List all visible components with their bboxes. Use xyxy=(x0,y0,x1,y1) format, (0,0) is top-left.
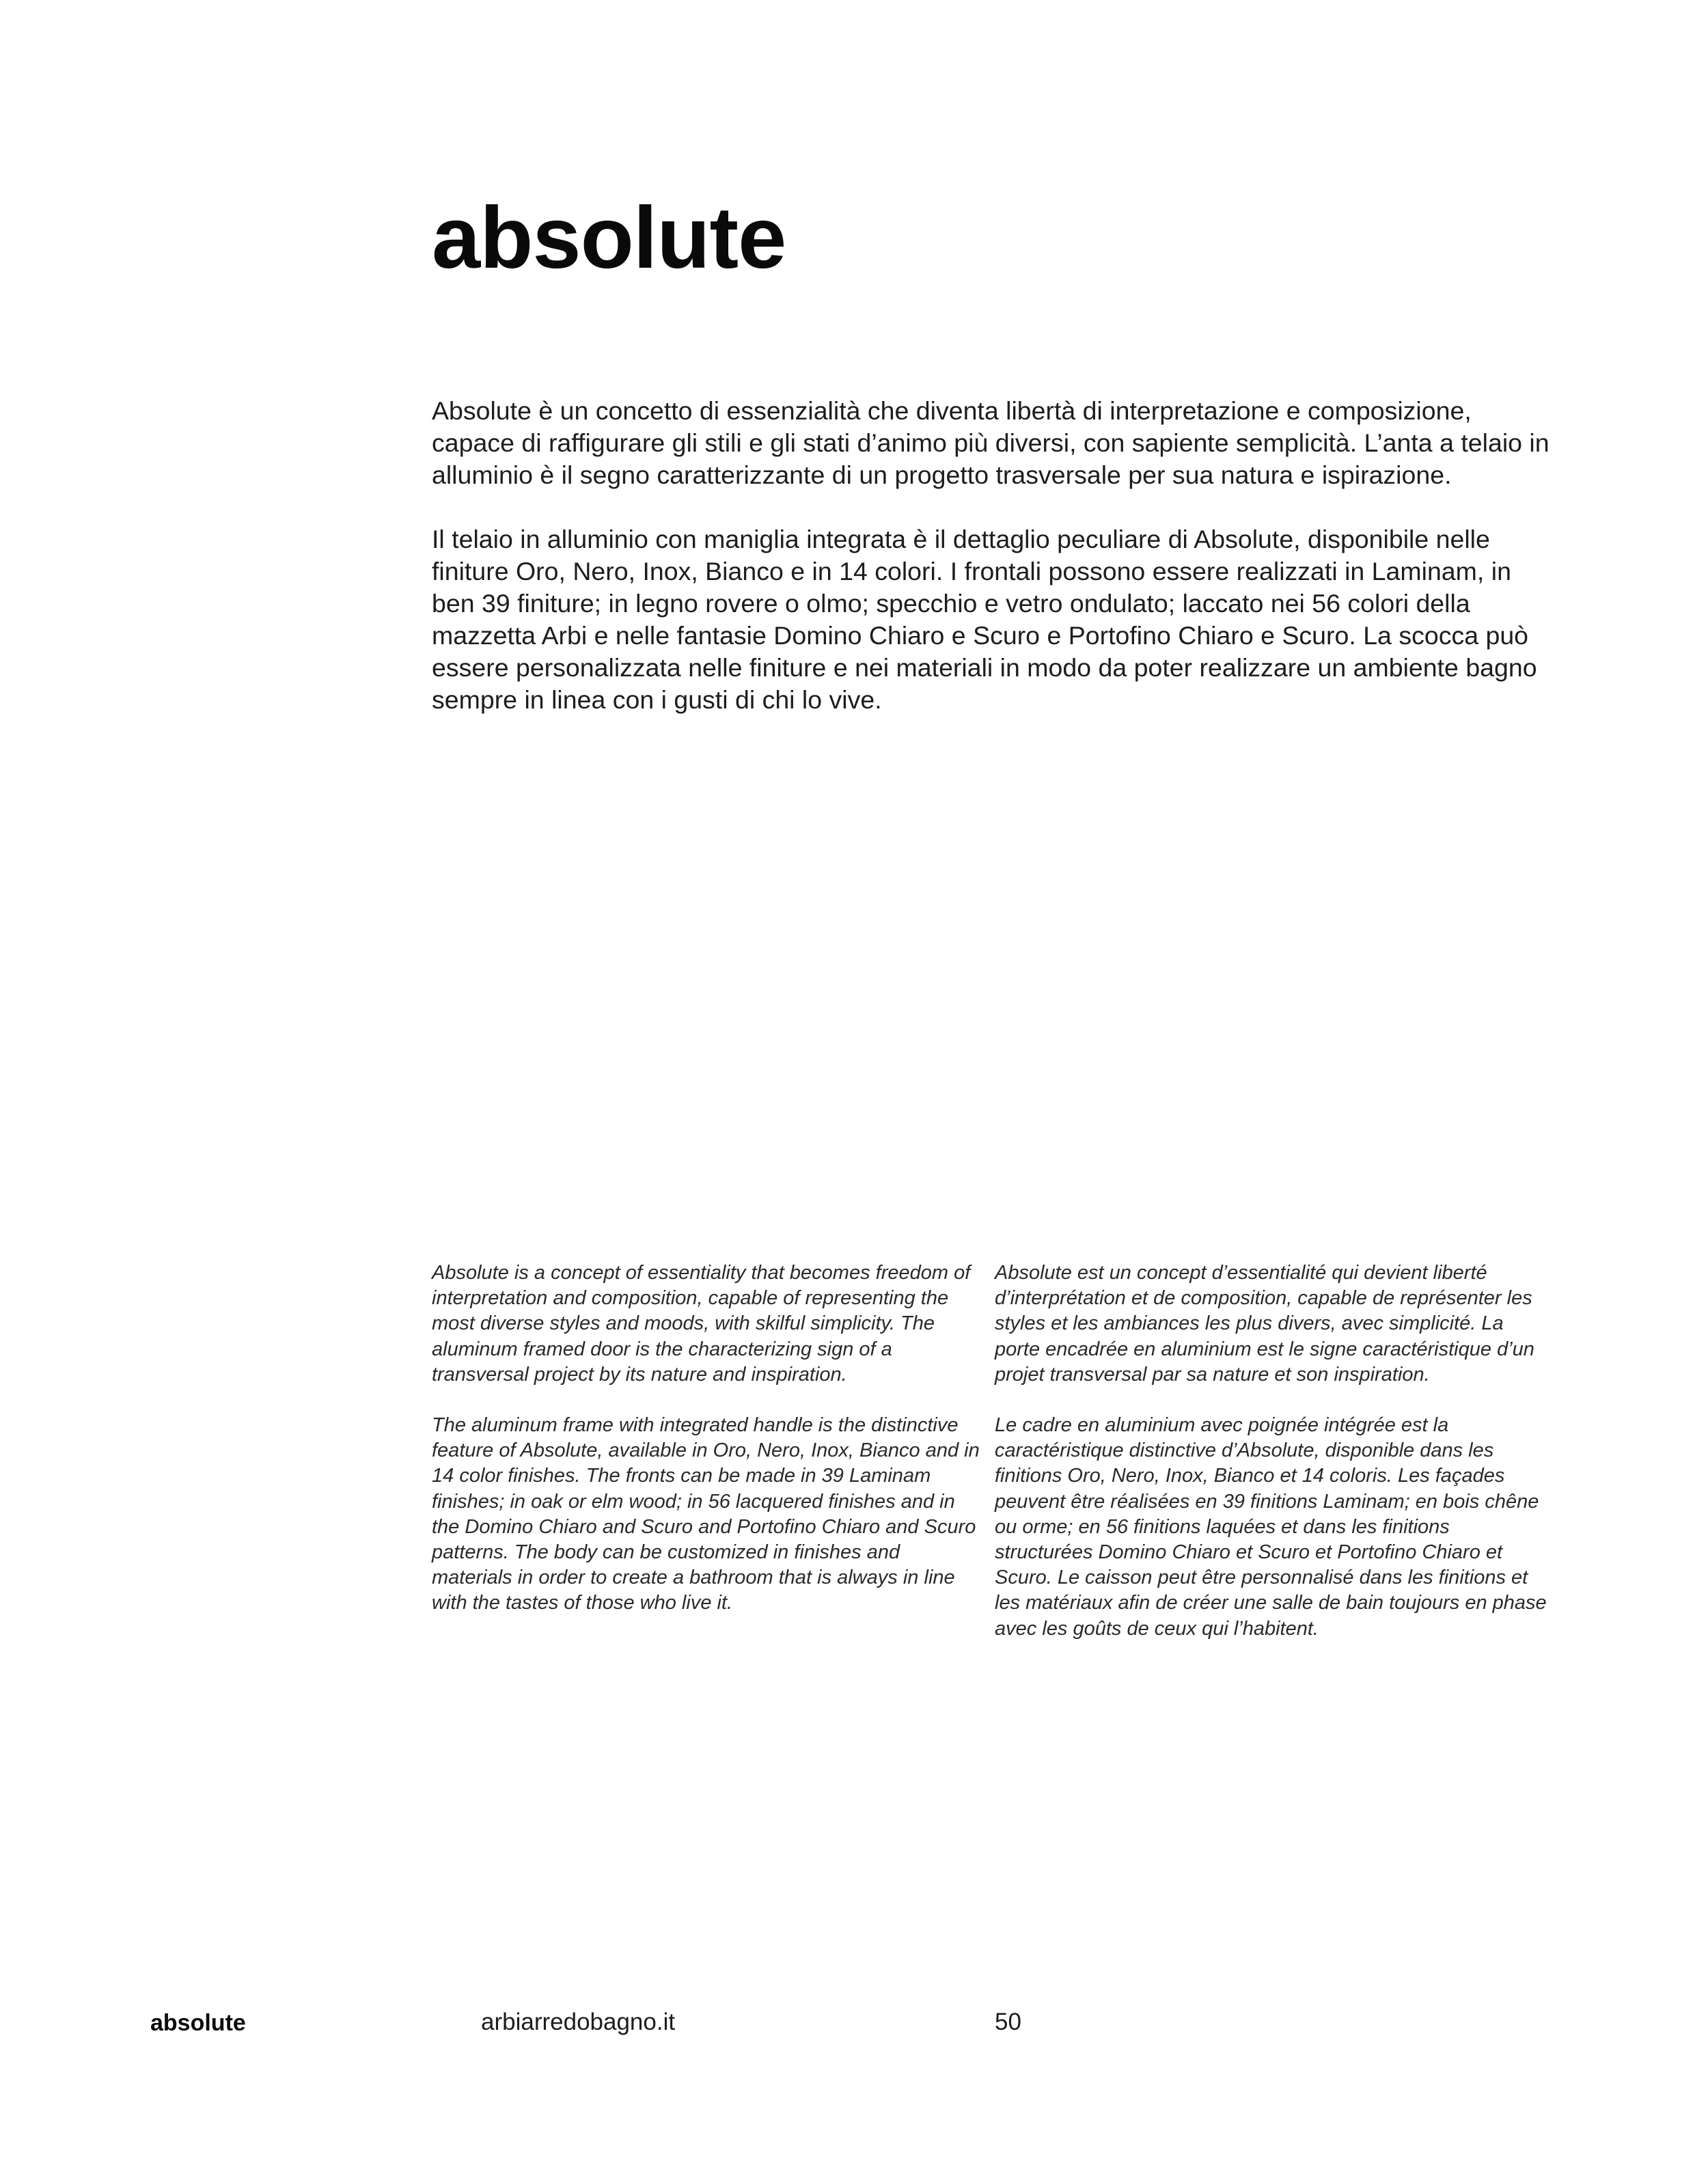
english-description xyxy=(432,1260,985,1642)
page-number: 50 xyxy=(995,2009,1021,2035)
french-paragraph-1: Absolute est un concept d’essentialité qui devient liberté d’interprétation et de composition, capable de représenter les styles et les ambiances les plus divers, avec simplicité. La porte encadrée en aluminium est le signe caractéristique d’un projet transversal par sa nature et son inspiration. xyxy=(995,1262,1534,1386)
italian-description xyxy=(432,395,1552,748)
italian-paragraph-1: Absolute è un concetto di essenzialità che diventa libertà di interpretazione e composizione, capace di raffigurare gli stili e gli stati d’animo più diversi, con sapiente semplicità. L’anta a telaio in alluminio è il segno caratterizzante di un progetto trasversale per sua natura e ispirazione. xyxy=(432,396,1549,489)
footer-website: arbiarredobagno.it xyxy=(481,2009,676,2035)
italian-paragraph-2: Il telaio in alluminio con maniglia integrata è il dettaglio peculiare di Absolute, disponibile nelle finiture Oro, Nero, Inox, Bianco e in 14 colori. I frontali possono essere realizzati in Laminam, in ben 39 finiture; in legno rovere o olmo; specchio e vetro ondulato; laccato nei 56 colori della mazzetta Arbi e nelle fantasie Domino Chiaro e Scuro e Portofino Chiaro e Scuro. La scocca può essere personalizzata nelle finiture e nei materiali in modo da poter realizzare un ambiente bagno sempre in linea con i gusti di chi lo vive. xyxy=(432,525,1537,714)
page-title: absolute xyxy=(432,189,786,287)
french-description xyxy=(995,1260,1548,1667)
english-paragraph-2: The aluminum frame with integrated handle is the distinctive feature of Absolute, available in Oro, Nero, Inox, Bianco and in 14 color finishes. The fronts can be made in 39 Laminam finishes; in oak or elm wood; in 56 lacquered finishes and in the Domino Chiaro and Scuro and Portofino Chiaro and Scuro patterns. The body can be customized in finishes and materials in order to create a bathroom that is always in line with the tastes of those who live it. xyxy=(432,1414,980,1614)
french-paragraph-2: Le cadre en aluminium avec poignée intégrée est la caractéristique distinctive d’Absolute, disponible dans les finitions Oro, Nero, Inox, Bianco et 14 coloris. Les façades peuvent être réalisées en 39 finitions Laminam; en bois chêne ou orme; en 56 finitions laquées et dans les finitions structurées Domino Chiaro et Scuro et Portofino Chiaro et Scuro. Le caisson peut être personnalisé dans les finitions et les matériaux afin de créer une salle de bain toujours en phase avec les goûts de ceux qui l’habitent. xyxy=(995,1414,1547,1640)
footer-brand: absolute xyxy=(150,2010,246,2036)
english-paragraph-1: Absolute is a concept of essentiality that becomes freedom of interpretation and composition, capable of representing the most diverse styles and moods, with skilful simplicity. The aluminum framed door is the characterizing sign of a transversal project by its nature and inspiration. xyxy=(432,1262,971,1386)
